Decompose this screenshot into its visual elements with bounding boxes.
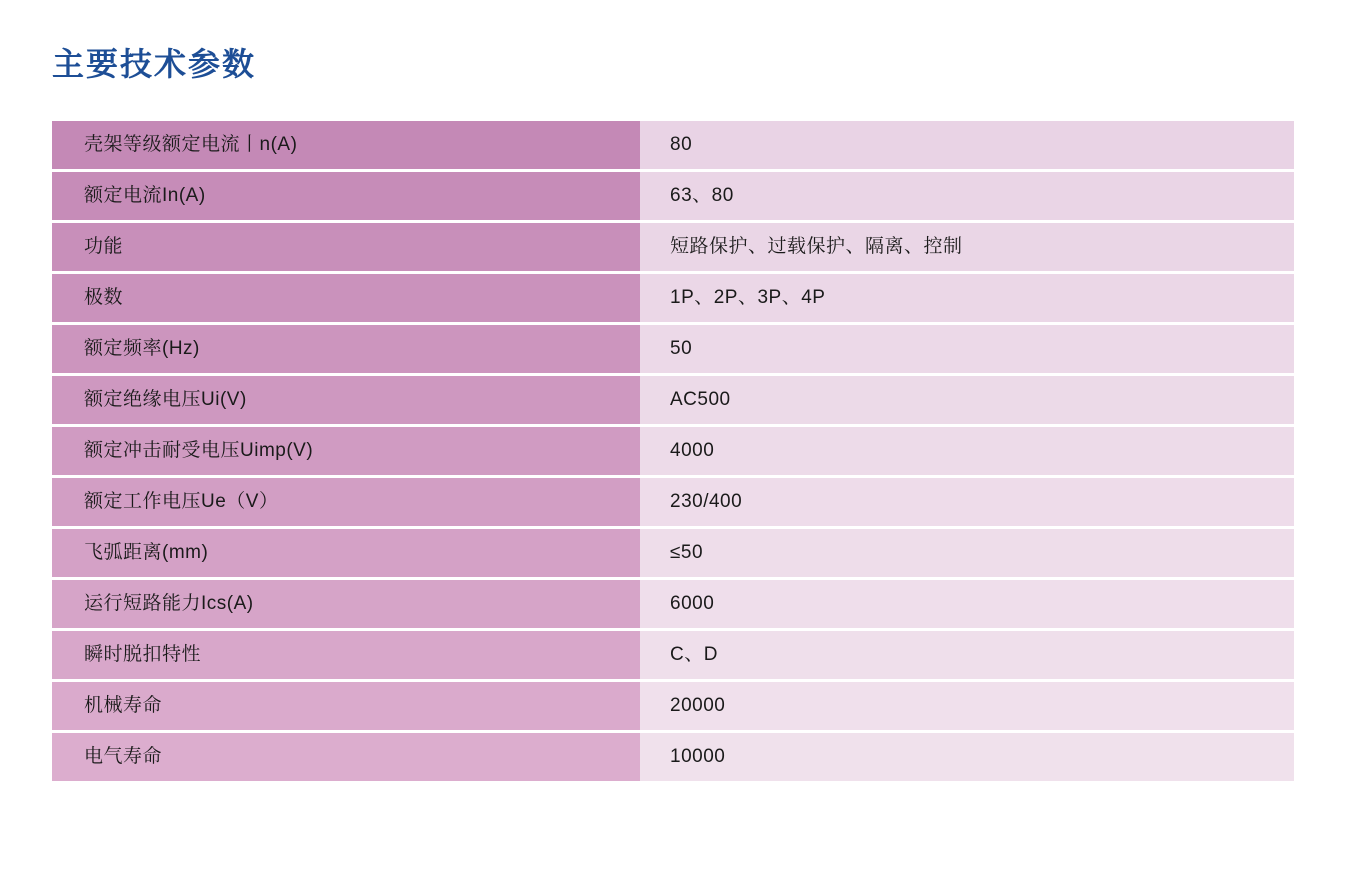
parameter-name-cell: 电气寿命 <box>52 733 640 781</box>
parameter-value-cell: 80 <box>640 121 1294 169</box>
parameter-value-cell: 1P、2P、3P、4P <box>640 274 1294 322</box>
technical-parameters-table <box>52 118 1294 784</box>
parameter-name-cell: 功能 <box>52 223 640 271</box>
table-row <box>52 274 1294 322</box>
parameter-value-cell: C、D <box>640 631 1294 679</box>
parameter-name-cell: 机械寿命 <box>52 682 640 730</box>
parameter-value-cell: ≤50 <box>640 529 1294 577</box>
parameter-name-cell: 额定绝缘电压Ui(V) <box>52 376 640 424</box>
parameter-value-cell: 230/400 <box>640 478 1294 526</box>
parameter-name-cell: 壳架等级额定电流丨n(A) <box>52 121 640 169</box>
parameter-name-cell: 额定冲击耐受电压Uimp(V) <box>52 427 640 475</box>
parameter-value-cell: AC500 <box>640 376 1294 424</box>
table-row <box>52 427 1294 475</box>
parameter-name-cell: 额定电流In(A) <box>52 172 640 220</box>
parameter-value-cell: 短路保护、过载保护、隔离、控制 <box>640 223 1294 271</box>
page-title: 主要技术参数 <box>52 46 257 82</box>
parameter-name-cell: 额定频率(Hz) <box>52 325 640 373</box>
parameter-value-cell: 10000 <box>640 733 1294 781</box>
parameter-value-cell: 20000 <box>640 682 1294 730</box>
table-body <box>52 121 1294 781</box>
parameter-value-cell: 63、80 <box>640 172 1294 220</box>
table-row <box>52 223 1294 271</box>
table-row <box>52 733 1294 781</box>
parameter-name-cell: 极数 <box>52 274 640 322</box>
table-row <box>52 121 1294 169</box>
table-row <box>52 325 1294 373</box>
parameter-name-cell: 瞬时脱扣特性 <box>52 631 640 679</box>
table-row <box>52 580 1294 628</box>
table-row <box>52 172 1294 220</box>
table-row <box>52 529 1294 577</box>
parameter-name-cell: 额定工作电压Ue（V） <box>52 478 640 526</box>
table-row <box>52 376 1294 424</box>
parameter-value-cell: 4000 <box>640 427 1294 475</box>
table-row <box>52 478 1294 526</box>
parameter-value-cell: 6000 <box>640 580 1294 628</box>
parameter-value-cell: 50 <box>640 325 1294 373</box>
parameter-name-cell: 飞弧距离(mm) <box>52 529 640 577</box>
table-row <box>52 631 1294 679</box>
table-row <box>52 682 1294 730</box>
parameter-name-cell: 运行短路能力Ics(A) <box>52 580 640 628</box>
